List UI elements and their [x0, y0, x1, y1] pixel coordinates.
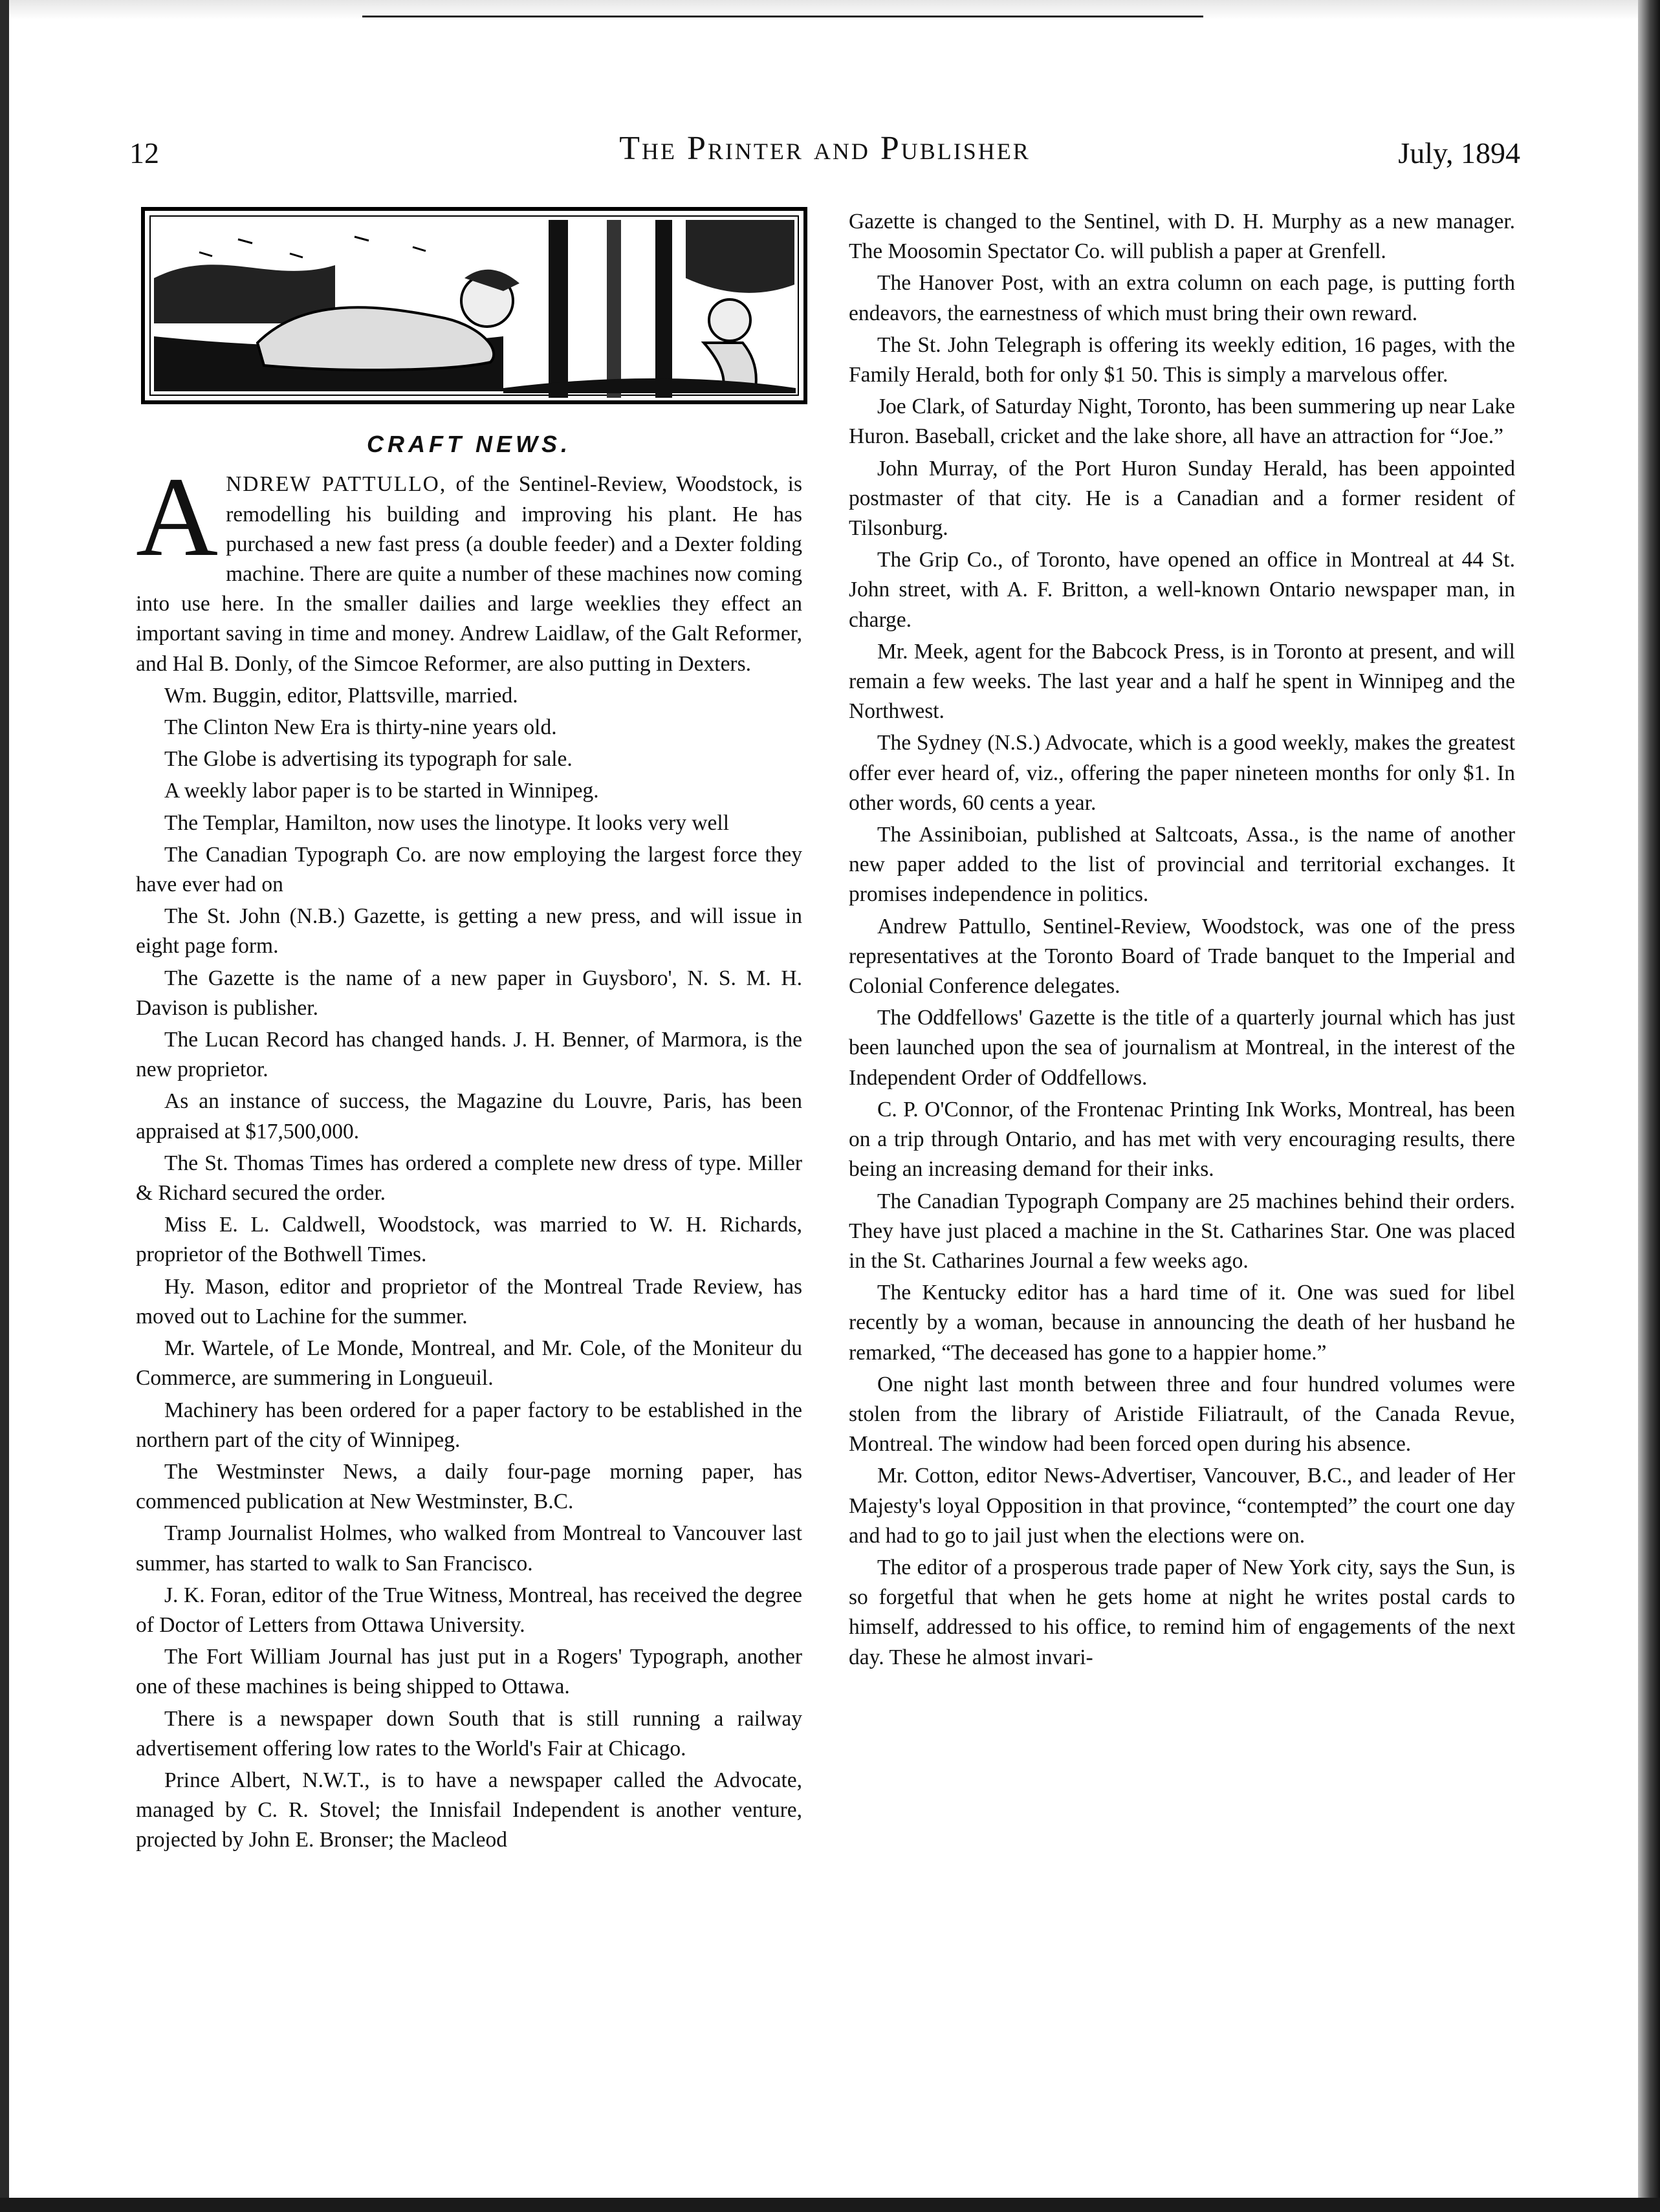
news-item: The St. John (N.B.) Gazette, is getting a new press, and will issue in eight page form. — [136, 904, 802, 959]
news-item: The Clinton New Era is thirty-nine years old. — [164, 715, 557, 740]
craft-news-illustration — [141, 207, 807, 404]
lead-caps: NDREW PATTULLO, — [226, 472, 447, 497]
journal-title: The Printer and Publisher — [619, 130, 1031, 167]
news-item: There is a newspaper down South that is still running a railway advertisement offering low rates to the World's Fair at Chicago. — [136, 1706, 802, 1761]
scan-edge-left — [0, 0, 9, 2212]
issue-date: July, 1894 — [1398, 136, 1520, 169]
news-item: The Grip Co., of Toronto, have opened an office in Montreal at 44 St. John street, with A. F. Britton, a well-known Ontario newspaper man, in charge. — [849, 548, 1515, 632]
news-item: The St. Thomas Times has ordered a complete new dress of type. Miller & Richard secured the order. — [136, 1151, 802, 1206]
news-item: J. K. Foran, editor of the True Witness, Montreal, has received the degree of Doctor of Letters from Ottawa University. — [136, 1583, 802, 1637]
drop-cap: A — [136, 454, 219, 581]
left-column — [136, 207, 802, 1858]
news-item: Miss E. L. Caldwell, Woodstock, was married to W. H. Richards, proprietor of the Bothwell Times. — [136, 1213, 802, 1267]
news-item: The Kentucky editor has a hard time of it. One was sued for libel recently by a woman, because in announcing the death of her husband he remarked, “The deceased has gone to a happier home.” — [849, 1281, 1515, 1365]
news-item: The Canadian Typograph Company are 25 machines behind their orders. They have just placed a machine in the St. Catharines Star. One was placed in the St. Catharines Journal a few weeks ago. — [849, 1189, 1515, 1273]
news-item: The Globe is advertising its typograph for sale. — [164, 747, 573, 772]
page-header — [129, 129, 1520, 181]
news-item: Joe Clark, of Saturday Night, Toronto, has been summering up near Lake Huron. Baseball, cricket and the lake shore, all have an attraction for “Joe.” — [849, 395, 1515, 449]
news-item-continued: Gazette is changed to the Sentinel, with D. H. Murphy as a new manager. The Moosomin Spectator Co. will publish a paper at Grenfell. — [849, 210, 1515, 264]
news-item: The Assiniboian, published at Saltcoats, Assa., is the name of another new paper added to the list of provincial and territorial exchanges. It promises independence in politics. — [849, 823, 1515, 907]
lead-text: of the Sentinel-Review, Woodstock, is remodelling his building and improving his plant. He has purchased a new fast press (a double feeder) and a Dexter folding machine. There are quite a number of these machines now coming into use here. In the smaller dailies and large weeklies they effect an important saving in time and money. Andrew Laidlaw, of the Galt Reformer, and Hal B. Donly, of the Simcoe Reformer, are also putting in Dexters. — [136, 472, 802, 676]
right-column — [849, 207, 1515, 1675]
news-item: John Murray, of the Port Huron Sunday Herald, has been appointed postmaster of that city. He is a Canadian and a former resident of Tilsonburg. — [849, 456, 1515, 541]
news-item: Machinery has been ordered for a paper factory to be established in the northern part of the city of Winnipeg. — [136, 1398, 802, 1452]
news-item: Prince Albert, N.W.T., is to have a newspaper called the Advocate, managed by C. R. Stovel; the Innisfail Independent is another venture, projected by John E. Bronser; the Macleod — [136, 1768, 802, 1852]
news-item: The Canadian Typograph Co. are now employing the largest force they have ever had on — [136, 842, 802, 897]
news-item: The Oddfellows' Gazette is the title of a quarterly journal which has just been launched upon the sea of journalism at Montreal, in the interest of the Independent Order of Oddfellows. — [849, 1006, 1515, 1090]
news-item: Tramp Journalist Holmes, who walked from Montreal to Vancouver last summer, has started to walk to San Francisco. — [136, 1521, 802, 1576]
news-item: Hy. Mason, editor and proprietor of the Montreal Trade Review, has moved out to Lachine for the summer. — [136, 1274, 802, 1328]
lead-paragraph — [136, 454, 802, 678]
section-title: CRAFT NEWS. — [367, 431, 571, 458]
news-item: Mr. Wartele, of Le Monde, Montreal, and Mr. Cole, of the Moniteur du Commerce, are summering in Longueuil. — [136, 1336, 802, 1391]
news-item: The Hanover Post, with an extra column on each page, is putting forth endeavors, the earnestness of which must bring their own reward. — [849, 271, 1515, 325]
news-item: Wm. Buggin, editor, Plattsville, married. — [164, 683, 518, 708]
scan-rule-top — [362, 16, 1203, 17]
news-item: Mr. Cotton, editor News-Advertiser, Vancouver, B.C., and leader of Her Majesty's loyal Opposition in that province, “contempted” the court one day and had to go to jail just when the elections were on. — [849, 1464, 1515, 1548]
news-item: The editor of a prosperous trade paper of New York city, says the Sun, is so forgetful that when he gets home at night he writes postal cards to himself, addressed to his office, to remind him of engagements of the next day. These he almost invari- — [849, 1555, 1515, 1669]
news-item: The St. John Telegraph is offering its weekly edition, 16 pages, with the Family Herald, both for only $1 50. This is simply a marvelous offer. — [849, 332, 1515, 387]
news-item: Andrew Pattullo, Sentinel-Review, Woodstock, was one of the press representatives at the Toronto Board of Trade banquet to the Imperial and Colonial Conference delegates. — [849, 914, 1515, 999]
news-item: The Sydney (N.S.) Advocate, which is a good weekly, makes the greatest offer ever heard of, viz., offering the paper nineteen months for only $1. In other words, 60 cents a year. — [849, 731, 1515, 815]
news-item: One night last month between three and four hundred volumes were stolen from the library of Aristide Filiatrault, of the Canada Revue, Montreal. The window had been forced open during his absence. — [849, 1372, 1515, 1457]
news-item: The Gazette is the name of a new paper in Guysboro', N. S. M. H. Davison is publisher. — [136, 966, 802, 1020]
news-item: The Westminster News, a daily four-page morning paper, has commenced publication at New Westminster, B.C. — [136, 1459, 802, 1514]
news-item: A weekly labor paper is to be started in Winnipeg. — [164, 779, 599, 803]
scan-edge-right — [1638, 0, 1660, 2212]
news-item: Mr. Meek, agent for the Babcock Press, is in Toronto at present, and will remain a few weeks. The last year and a half he spent in Winnipeg and the Northwest. — [849, 639, 1515, 724]
news-item: The Lucan Record has changed hands. J. H. Benner, of Marmora, is the new proprietor. — [136, 1028, 802, 1082]
news-item: As an instance of success, the Magazine du Louvre, Paris, has been appraised at $17,500,000. — [136, 1089, 802, 1144]
news-item: C. P. O'Connor, of the Frontenac Printing Ink Works, Montreal, has been on a trip through Ontario, and has met with very encouraging results, there being an increasing demand for their inks. — [849, 1097, 1515, 1182]
news-item: The Fort William Journal has just put in a Rogers' Typograph, another one of these machines is being shipped to Ottawa. — [136, 1645, 802, 1699]
news-item: The Templar, Hamilton, now uses the linotype. It looks very well — [164, 810, 730, 835]
page-number: 12 — [129, 136, 159, 169]
scan-edge-bottom — [0, 2198, 1660, 2212]
